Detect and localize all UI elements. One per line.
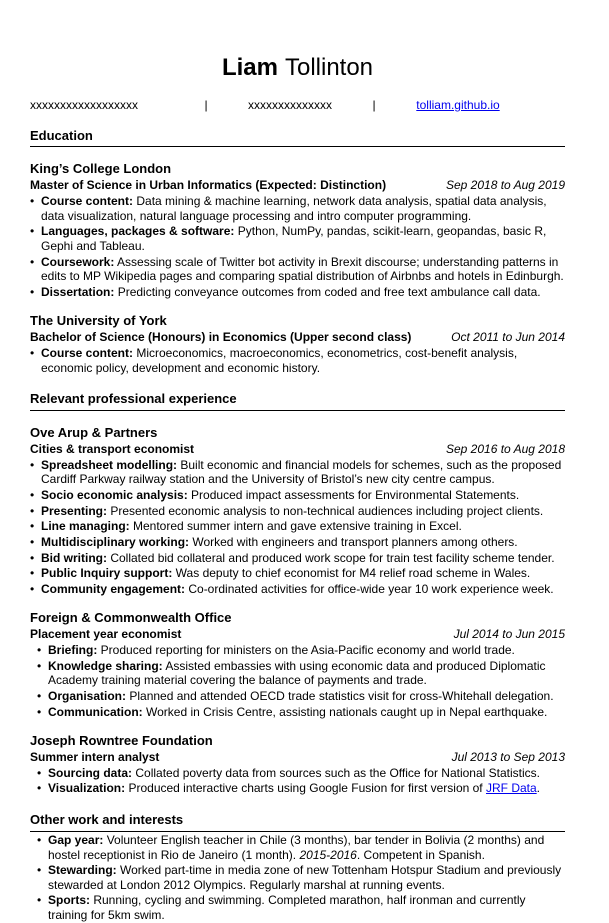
pipe-separator: | — [204, 98, 208, 112]
experience-entry-arup — [30, 424, 565, 596]
bullet-label: Course content: — [41, 346, 134, 361]
role-row — [30, 442, 565, 457]
role-title: Cities & transport economist — [30, 442, 195, 457]
bullet-item — [30, 519, 565, 534]
bullet-text: Built economic and financial models for schemes, such as the proposed Cardiff Parkway railway station and the University of Bristol’s new city centre campus. — [41, 457, 562, 487]
section-title: Relevant professional experience — [30, 391, 237, 407]
bullet-text: Volunteer English teacher in Chile (3 months), bar tender in Bolivia (2 months) and hostel receptionist in Rio de Janeiro (1 month). — [48, 832, 545, 862]
first-name: Liam — [221, 54, 278, 81]
bullet-list — [30, 766, 565, 796]
bullet-label: Dissertation: — [41, 284, 115, 299]
contact-phone-masked: xxxxxxxxxxxxxxxxxx — [30, 98, 138, 112]
date-range: Sep 2018 to Aug 2019 — [446, 178, 565, 193]
bullet-text: Worked with engineers and transport planners among others. — [189, 534, 518, 549]
bullet-label: Line managing: — [41, 519, 130, 534]
bullet-text: Worked in Crisis Centre, assisting nationals caught up in Nepal earthquake. — [142, 704, 548, 719]
website-link[interactable]: tolliam.github.io — [416, 98, 500, 112]
bullet-item — [30, 566, 565, 581]
bullet-text: Presented economic analysis to non-technical audiences including project clients. — [107, 503, 544, 518]
section-header-education — [30, 128, 565, 148]
bullet-text: Worked part-time in media zone of new Tottenham Hotspur Stadium and previously stewarded at London 2012 Olympics. Regularly marshal at running events. — [48, 863, 562, 892]
section-header-other — [30, 812, 565, 832]
bullet-tail: . — [536, 781, 541, 796]
bullet-label: Coursework: — [41, 254, 115, 269]
education-entry-kcl — [30, 160, 565, 299]
role-row — [30, 330, 565, 345]
bullet-text: Collated bid collateral and produced work scope for train test facility scheme tender. — [107, 550, 555, 565]
date-range: Jul 2013 to Sep 2013 — [451, 750, 565, 765]
bullet-text: . Competent in Spanish. — [356, 847, 485, 862]
bullet-label: Public Inquiry support: — [41, 566, 173, 581]
bullet-item — [30, 582, 565, 597]
page-title — [30, 54, 565, 82]
bullet-italic-years: 2015-2016 — [299, 847, 357, 862]
section-title: Other work and interests — [30, 812, 184, 828]
bullet-label: Visualization: — [48, 781, 126, 796]
bullet-label: Languages, packages & software: — [41, 224, 235, 239]
education-entry-york — [30, 312, 565, 375]
bullet-label: Organisation: — [48, 688, 127, 703]
bullet-text: Running, cycling and swimming. Completed marathon, half ironman and currently training for 5km swim. — [48, 893, 526, 923]
bullet-list — [30, 643, 565, 719]
bullet-list — [30, 194, 565, 299]
bullet-label: Communication: — [48, 704, 143, 719]
section-title: Education — [30, 127, 93, 143]
bullet-item — [30, 194, 565, 223]
experience-entry-fco — [30, 609, 565, 719]
bullet-text: Predicting conveyance outcomes from coded and free text ambulance call data. — [114, 284, 541, 299]
bullet-text: Assisted embassies with using economic data and produced Diplomatic Academy training material covering the balance of payments and trade. — [48, 658, 546, 688]
jrf-data-link[interactable]: JRF Data — [485, 781, 537, 796]
bullet-label: Gap year: — [48, 832, 104, 847]
bullet-text: Produced impact assessments for Environmental Statements. — [187, 488, 520, 503]
role-row — [30, 178, 565, 193]
role-title: Summer intern analyst — [30, 750, 160, 765]
org-name: King’s College London — [30, 161, 172, 177]
bullet-item — [30, 643, 565, 658]
bullet-text: Microeconomics, macroeconomics, econometrics, cost-benefit analysis, economic policy, development and economic history. — [41, 346, 518, 375]
bullet-text: Produced interactive charts using Google Fusion for first version of — [125, 781, 486, 796]
bullet-item — [30, 504, 565, 519]
bullet-label: Socio economic analysis: — [41, 488, 188, 503]
bullet-list — [30, 346, 565, 375]
role-title: Master of Science in Urban Informatics (Expected: Distinction) — [30, 178, 387, 193]
bullet-label: Bid writing: — [41, 550, 107, 565]
bullet-item — [30, 659, 565, 688]
bullet-text: Co-ordinated activities for office-wide year 10 work experience week. — [185, 581, 554, 596]
role-row — [30, 627, 565, 642]
bullet-label: Knowledge sharing: — [48, 658, 163, 673]
bullet-item — [30, 285, 565, 300]
bullet-item — [30, 535, 565, 550]
contact-row — [30, 98, 565, 113]
bullet-item — [30, 224, 565, 253]
bullet-item — [30, 488, 565, 503]
bullet-label: Multidisciplinary working: — [41, 534, 190, 549]
org-name: Joseph Rowntree Foundation — [30, 733, 213, 749]
bullet-item — [30, 458, 565, 487]
org-name: Foreign & Commonwealth Office — [30, 610, 232, 626]
bullet-item — [30, 689, 565, 704]
date-range: Jul 2014 to Jun 2015 — [453, 627, 565, 642]
bullet-item — [30, 705, 565, 720]
contact-email-masked: xxxxxxxxxxxxxx — [248, 98, 332, 112]
bullet-text: Produced reporting for ministers on the Asia-Pacific economy and world trade. — [97, 643, 515, 658]
section-header-experience — [30, 391, 565, 411]
bullet-item — [30, 781, 565, 796]
bullet-text: Python, NumPy, pandas, scikit-learn, geopandas, basic R, Gephi and Tableau. — [41, 224, 547, 253]
bullet-text: Planned and attended OECD trade statistics visit for cross-Whitehall delegation. — [126, 688, 554, 703]
bullet-item — [30, 893, 565, 922]
bullet-label: Course content: — [41, 194, 134, 209]
bullet-item — [30, 833, 565, 862]
bullet-label: Spreadsheet modelling: — [41, 457, 178, 472]
bullet-list — [30, 458, 565, 597]
org-name: Ove Arup & Partners — [30, 425, 158, 441]
bullet-item — [30, 863, 565, 892]
bullet-label: Community engagement: — [41, 581, 186, 596]
date-range: Oct 2011 to Jun 2014 — [451, 330, 565, 345]
pipe-separator: | — [372, 98, 376, 112]
bullet-list — [30, 833, 565, 923]
bullet-item — [30, 346, 565, 375]
bullet-label: Stewarding: — [48, 863, 117, 878]
bullet-label: Presenting: — [41, 503, 108, 518]
bullet-text: Assessing scale of Twitter bot activity in Brexit discourse; understanding patterns in edits to MP Wikipedia pages and comparing spatial distribution of Airbnbs and hotels in Edinburgh. — [41, 254, 564, 284]
bullet-label: Briefing: — [48, 643, 98, 658]
bullet-item — [30, 551, 565, 566]
bullet-item — [30, 766, 565, 781]
last-name: Tollinton — [284, 54, 374, 81]
org-name: The University of York — [30, 313, 167, 329]
bullet-label: Sports: — [48, 893, 90, 908]
bullet-text: Was deputy to chief economist for M4 relief road scheme in Wales. — [172, 566, 531, 581]
role-row — [30, 750, 565, 765]
role-title: Bachelor of Science (Honours) in Economics (Upper second class) — [30, 330, 412, 345]
experience-entry-jrf — [30, 732, 565, 796]
bullet-text: Mentored summer intern and gave extensive training in Excel. — [129, 519, 462, 534]
role-title: Placement year economist — [30, 627, 182, 642]
bullet-text: Data mining & machine learning, network data analysis, spatial data analysis, data visualization, natural language processing and intro computer programming. — [41, 194, 547, 223]
bullet-item — [30, 255, 565, 284]
website-link-wrap — [378, 98, 538, 113]
bullet-label: Sourcing data: — [48, 765, 133, 780]
date-range: Sep 2016 to Aug 2018 — [446, 442, 565, 457]
bullet-text: Collated poverty data from sources such as the Office for National Statistics. — [132, 765, 540, 780]
